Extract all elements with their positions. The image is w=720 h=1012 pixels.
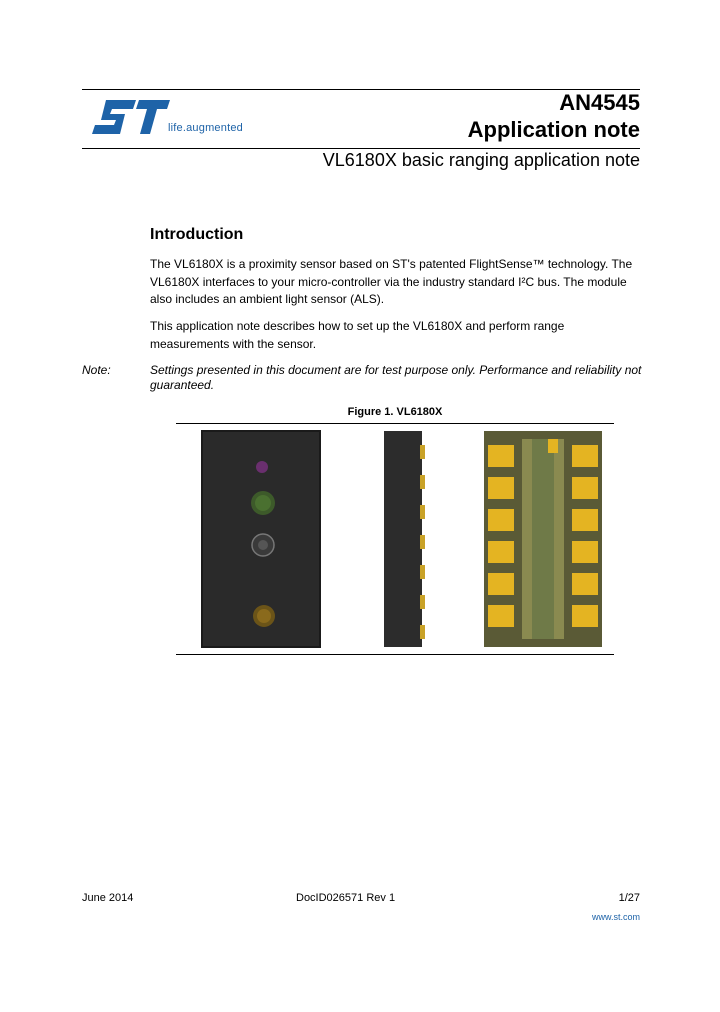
document-number: AN4545 bbox=[559, 90, 640, 115]
figure-image-vl6180x bbox=[196, 429, 606, 654]
module-bottom-view bbox=[484, 431, 602, 647]
st-logo-icon bbox=[92, 98, 172, 142]
section-heading-introduction: Introduction bbox=[150, 226, 244, 243]
figure-top-rule bbox=[176, 423, 614, 424]
intro-paragraph-2: This application note describes how to set up the VL6180X and perform range measurements with the sensor. bbox=[150, 319, 565, 351]
document-subtitle: VL6180X basic ranging application note bbox=[322, 150, 640, 170]
figure-bottom-rule bbox=[176, 654, 614, 655]
footer-url-link[interactable]: www.st.com bbox=[591, 912, 640, 922]
document-type: Application note bbox=[467, 117, 640, 142]
logo-tagline: life.augmented bbox=[168, 122, 243, 134]
footer-page-number: 1/27 bbox=[618, 892, 640, 904]
module-front-view bbox=[202, 431, 320, 647]
footer-doc-id: DocID026571 Rev 1 bbox=[296, 892, 396, 904]
footer-date: June 2014 bbox=[82, 892, 134, 904]
figure-caption: Figure 1. VL6180X bbox=[347, 406, 443, 418]
st-logo bbox=[92, 98, 172, 147]
header-bottom-rule bbox=[82, 148, 640, 149]
note-label: Note: bbox=[82, 363, 111, 377]
header-top-rule bbox=[82, 89, 640, 90]
note-text: Settings presented in this document are for test purpose only. Performance and reliability not guaranteed. bbox=[150, 363, 642, 392]
module-side-view bbox=[384, 431, 425, 647]
intro-paragraph-1: The VL6180X is a proximity sensor based on ST's patented FlightSense™ technology. The VL6180X interfaces to your micro-controller via the industry standard I²C bus. The module also includes an ambient light sensor (ALS). bbox=[150, 257, 633, 306]
